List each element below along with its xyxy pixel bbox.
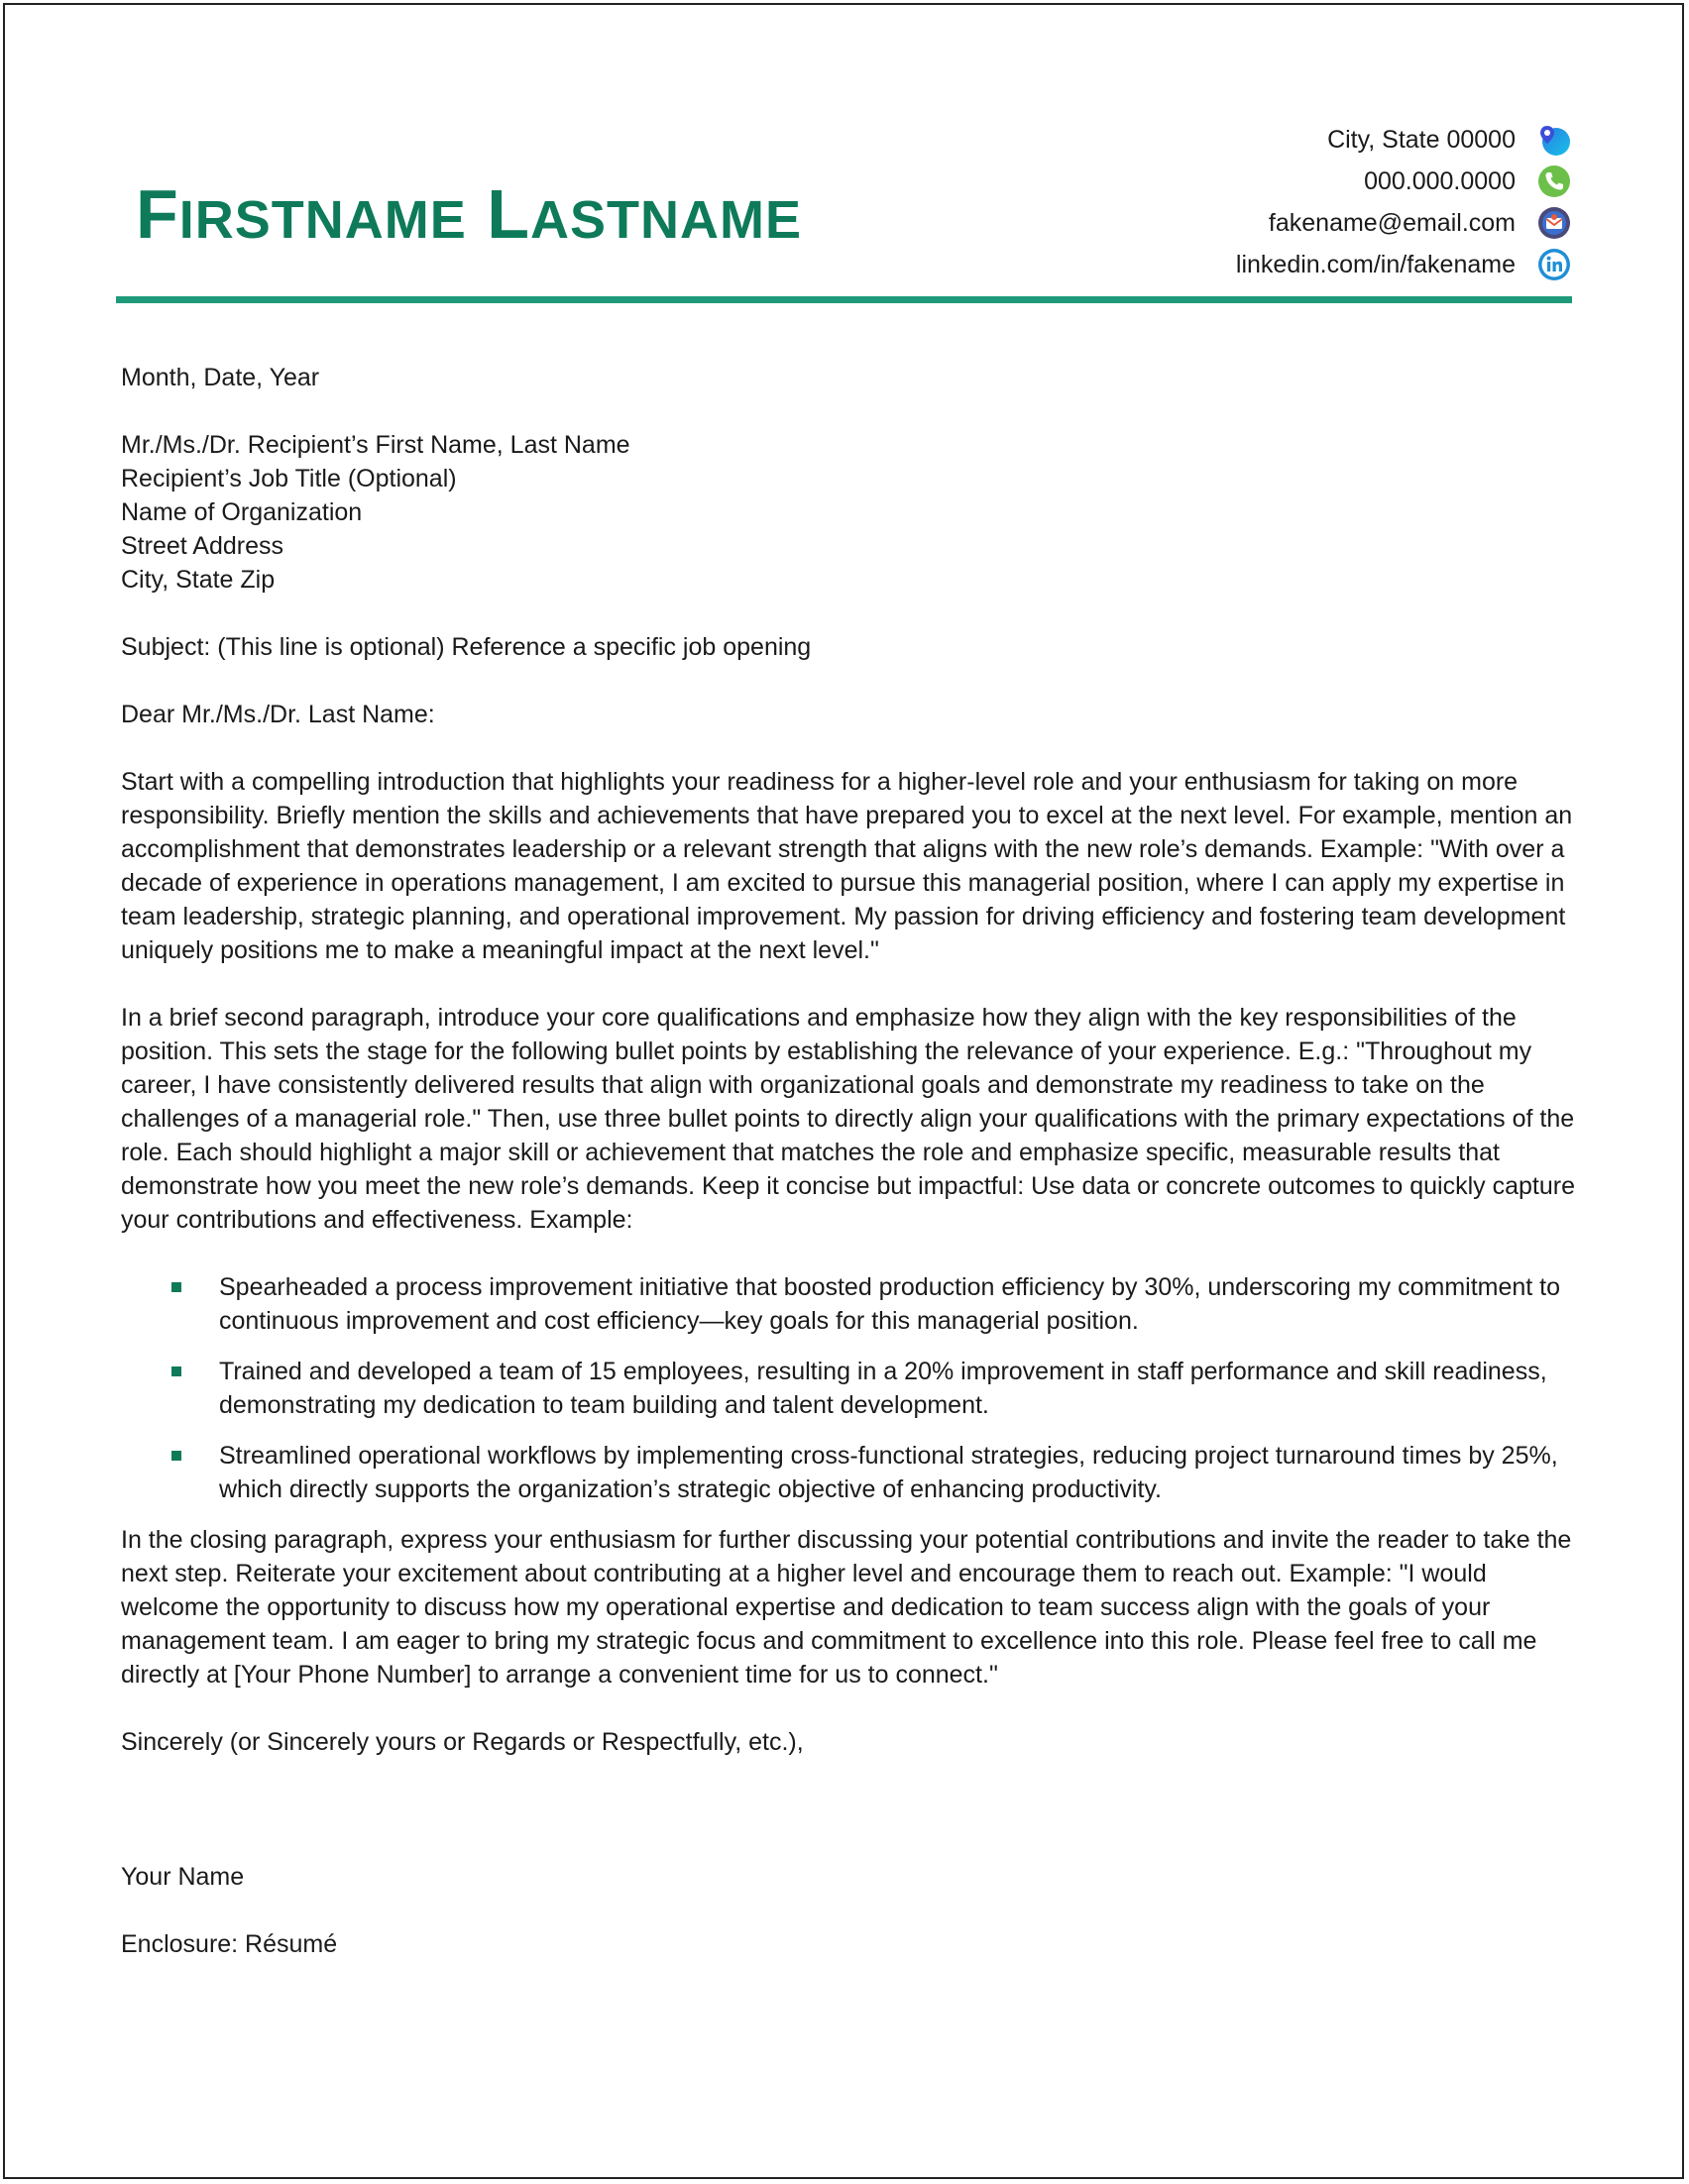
list-item xyxy=(121,1270,1576,1338)
recipient-line: Name of Organization xyxy=(121,498,363,526)
achievement-list xyxy=(121,1270,1576,1506)
paragraph-closing: In the closing paragraph, express your enthusiasm for further discussing your potential contributions and invite the reader to take the next step. Reiterate your excitement about contributing at a higher level and encourage them to reach out. Example: "I would welcome the opportunity to discuss how my operational expertise and dedication to team success align with the goals of your management team. I am eager to bring my strategic focus and commitment to excellence into this role. Please feel free to call me directly at [Your Phone Number] to arrange a convenient time for us to connect." xyxy=(121,1526,1572,1689)
contact-phone xyxy=(1016,161,1571,202)
letter-body xyxy=(121,361,1576,1961)
recipient-line: Recipient’s Job Title (Optional) xyxy=(121,465,457,492)
recipient-address xyxy=(121,428,1576,597)
salutation: Dear Mr./Ms./Dr. Last Name: xyxy=(121,701,435,728)
signature-name: Your Name xyxy=(121,1863,245,1891)
linkedin-icon xyxy=(1537,248,1571,281)
bullet-text: Spearheaded a process improvement initiative that boosted production efficiency by 30%, underscoring my commitment to continuous improvement and cost efficiency—key goals for this managerial position. xyxy=(219,1273,1561,1335)
applicant-name xyxy=(136,174,802,260)
recipient-line: City, State Zip xyxy=(121,566,276,594)
location-pin-icon xyxy=(1537,123,1571,157)
contact-location xyxy=(1016,119,1571,161)
recipient-line: Street Address xyxy=(121,532,283,560)
letter-date: Month, Date, Year xyxy=(121,364,320,391)
contact-email xyxy=(1016,202,1571,244)
recipient-line: Mr./Ms./Dr. Recipient’s First Name, Last Name xyxy=(121,431,630,459)
name-first-initial: F xyxy=(136,175,179,253)
phone-text: 000.000.0000 xyxy=(1364,166,1516,195)
bullet-text: Trained and developed a team of 15 employees, resulting in a 20% improvement in staff performance and skill readiness, demonstrating my dedication to team building and talent development. xyxy=(219,1358,1547,1419)
name-last-rest: ASTNAME xyxy=(529,190,802,250)
phone-icon xyxy=(1537,164,1571,198)
subject-line: Subject: (This line is optional) Reference a specific job opening xyxy=(121,633,812,661)
name-first-rest: IRSTNAME xyxy=(178,190,467,250)
enclosure-line: Enclosure: Résumé xyxy=(121,1930,338,1958)
contact-linkedin xyxy=(1016,244,1571,285)
email-text: fakename@email.com xyxy=(1268,208,1516,237)
bullet-square-icon xyxy=(171,1282,181,1292)
email-icon xyxy=(1537,206,1571,240)
bullet-text: Streamlined operational workflows by implementing cross-functional strategies, reducing project turnaround times by 25%, which directly supports the organization’s strategic objective of enhancing productivity. xyxy=(219,1442,1558,1503)
name-last-initial: L xyxy=(487,175,530,253)
complimentary-close: Sincerely (or Sincerely yours or Regards or Respectfully, etc.), xyxy=(121,1728,804,1756)
bullet-square-icon xyxy=(171,1366,181,1376)
paragraph-intro: Start with a compelling introduction that highlights your readiness for a higher-level role and your enthusiasm for taking on more responsibility. Briefly mention the skills and achievements that have prepared you to excel at the next level. For example, mention an accomplishment that demonstrates leadership or a relevant strength that aligns with the new role’s demands. Example: "With over a decade of experience in operations management, I am excited to pursue this managerial position, where I can apply my expertise in team leadership, strategic planning, and operational improvement. My passion for driving efficiency and fostering team development uniquely positions me to make a meaningful impact at the next level." xyxy=(121,768,1573,964)
list-item xyxy=(121,1439,1576,1506)
paragraph-qualifications: In a brief second paragraph, introduce your core qualifications and emphasize how they align with the key responsibilities of the position. This sets the stage for the following bullet points by establishing the relevance of your experience. E.g.: "Throughout my career, I have consistently delivered results that align with organizational goals and demonstrate my readiness to take on the challenges of a managerial role." Then, use three bullet points to directly align your qualifications with the primary expectations of the role. Each should highlight a major skill or achievement that matches the role and emphasize specific, measurable results that demonstrate how you meet the new role’s demands. Keep it concise but impactful: Use data or concrete outcomes to quickly capture your contributions and effectiveness. Example: xyxy=(121,1004,1575,1234)
contact-block xyxy=(1016,119,1571,285)
bullet-square-icon xyxy=(171,1451,181,1461)
location-text: City, State 00000 xyxy=(1327,125,1516,154)
linkedin-text: linkedin.com/in/fakename xyxy=(1235,250,1516,278)
list-item xyxy=(121,1355,1576,1422)
header-divider xyxy=(116,296,1572,303)
